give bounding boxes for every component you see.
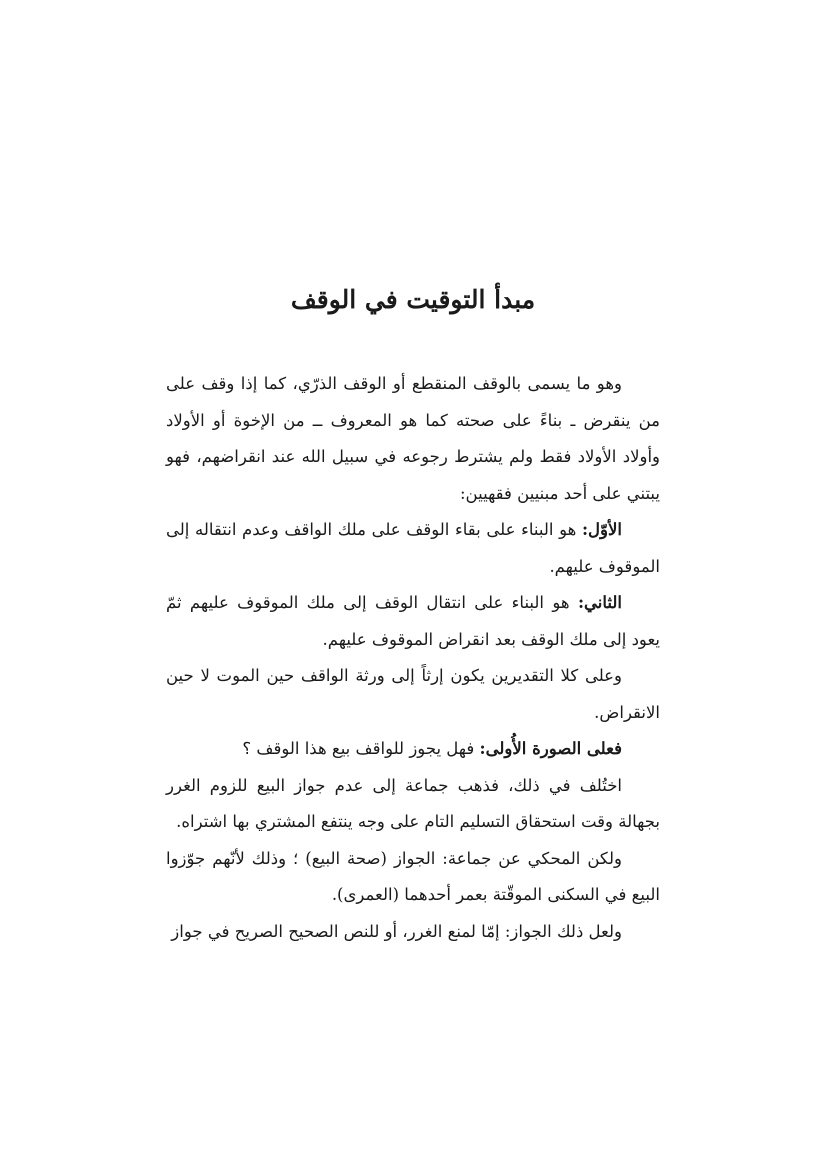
body-text [166, 366, 660, 950]
paragraph-disagreement [166, 768, 660, 841]
paragraph-text: فهل يجوز للواقف بيع هذا الوقف ؟ [242, 739, 480, 758]
paragraph-second-basis [166, 585, 660, 658]
paragraph-label: فعلى الصورة الأُولى: [479, 739, 622, 758]
paragraph-text: ولعل ذلك الجواز: إمّا لمنع الغرر، أو للنص الصحيح الصريح في جواز [171, 921, 622, 941]
paragraph-label: الثاني: [577, 593, 622, 612]
paragraph-text: هو البناء على انتقال الوقف إلى ملك الموقوف عليهم ثمّ يعود إلى ملك الوقف بعد انقراض الموقوف عليهم. [166, 593, 660, 649]
paragraph-intro [166, 366, 660, 512]
paragraph-label: الأوّل: [581, 520, 622, 539]
paragraph-permissibility [166, 841, 660, 914]
page-title: مبدأ التوقيت في الوقف [290, 285, 536, 314]
paragraph-first-basis [166, 512, 660, 585]
paragraph-first-case-question [166, 731, 660, 768]
paragraph-text: وهو ما يسمى بالوقف المنقطع أو الوقف الذرّي، كما إذا وقف على من ينقرض ـ بناءً على صحته كما هو المعروف ــ من الإخوة أو الأولاد وأولاد الأولاد فقط ولم يشترط رجوعه في سبيل الله عند انقراضهم، فهو يبتني على أحد مبنيين فقهيين: [166, 374, 660, 503]
paragraph-reason [166, 914, 660, 951]
paragraph-text: هو البناء على بقاء الوقف على ملك الواقف وعدم انتقاله إلى الموقوف عليهم. [166, 520, 660, 576]
paragraph-text: ولكن المحكي عن جماعة: الجواز (صحة البيع) ؛ وذلك لأنّهم جوّزوا البيع في السكنى الموقّتة بعمر أحدهما (العمرى). [166, 848, 660, 904]
paragraph-text: اختُلف في ذلك، فذهب جماعة إلى عدم جواز البيع للزوم الغرر بجهالة وقت استحقاق التسليم التام على وجه ينتفع المشتري بها اشتراه. [166, 775, 660, 831]
paragraph-text: وعلى كلا التقديرين يكون إرثاً إلى ورثة الواقف حين الموت لا حين الانقراض. [166, 666, 660, 722]
paragraph-inheritance [166, 658, 660, 731]
